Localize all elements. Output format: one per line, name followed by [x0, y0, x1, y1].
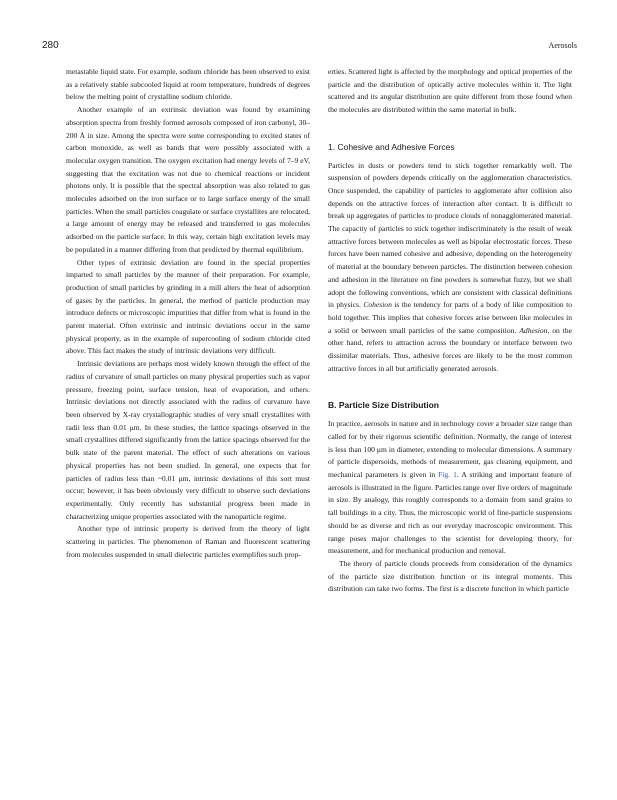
paragraph: metastable liquid state. For example, sodium chloride has been observed to exist as a relatively stable subcooled liquid at room temperature, hundreds of degrees below the melting point of crystalline sodium chloride.	[66, 67, 310, 102]
left-column	[66, 66, 310, 561]
figure-link[interactable]: Fig. 1	[438, 469, 457, 479]
paragraph: erties. Scattered light is affected by the morphology and optical properties of the particle and the distribution of optically active molecules within it. The light scattered and its angular distribution are quite different from those found when the molecules are distributed within the same material in bulk.	[328, 67, 572, 115]
paragraph	[328, 160, 572, 376]
text-run: Particles in dusts or powders tend to stick together remarkably well. The suspension of powders depends critically on the agglomeration characteristics. Once suspended, the capability of particles to agglomerate after collision also depends on the attractive forces of interaction after contact. It is difficult to break up aggregates of particles to produce clouds of nonagglomerated material. The capacity of particles to stick together indiscriminately is the result of weak attractive forces between molecules as well as bipolar electrostatic forces. These forces have been named cohesive and adhesive, depending on the heterogeneity of material at the boundary between particles. The distinction between cohesion and adhesion in the literature on fine powders is somewhat fuzzy, but we shall adopt the following conventions, which are consistent with classical definitions in physics.	[328, 160, 572, 310]
paragraph: Another type of intrinsic property is derived from the theory of light scattering in particles. The phenomenon of Raman and fluorescent scattering from molecules suspended in small dielectric particles exemplifies such prop-	[66, 524, 310, 559]
text-run: is the tendency for parts of a body of like composition to hold together. This implies that cohesive forces arise between like molecules in a solid or between small particles of the same composition.	[328, 300, 572, 335]
paragraph: Intrinsic deviations are perhaps most widely known through the effect of the radius of curvature of small particles on many physical properties such as vapor pressure, freezing point, surface tension, heat of evaporation, and others. Intrinsic deviations not directly associated with the radius of curvature have been observed by X-ray crystallographic studies of very small crystallites with radii less than 0.01 μm. In these studies, the lattice spacings observed in the small crystallites differed significantly from the lattice spacings observed for the bulk state of the parent material. The effect of such alterations on various physical properties has not been studied. In general, one expects that for particles of radius less than ~0.01 μm, intrinsic deviations of this sort must occur; however, it has been obviously very difficult to observe such deviations experimentally. Only recently has substantial progress been made in characterizing unique properties associated with the nanoparticle regime.	[66, 359, 310, 521]
right-column	[328, 66, 572, 596]
running-head: Aerosols	[548, 41, 577, 50]
section-heading-cohesive-forces: 1. Cohesive and Adhesive Forces	[328, 141, 455, 152]
paragraph: Another example of an extrinsic deviation was found by examining absorption spectra from freshly formed aerosols composed of iron carbonyl, 30–200 Å in size. Among the spectra were some corresponding to excited states of carbon monoxide, as well as bands that were possibly associated with a molecular oxygen transition. The oxygen excitation had energy levels of 7–9 eV, suggesting that the excitation was not due to chemical reactions or incident photons only. It is possible that the spectral absorption was also related to gas molecules adsorbed on the iron surface or to large surface energy of the small particles. When the small particles coagulate or surface crystallites are relocated, a large amount of energy may be released and transferred to gas molecules adsorbed on the particle surface. In this way, certain high excitation levels may be populated in a manner differing from that predicted by thermal equilibrium.	[66, 105, 310, 254]
section-heading-particle-size-distribution: B. Particle Size Distribution	[328, 400, 439, 411]
page-number: 280	[42, 40, 59, 51]
paragraph	[328, 418, 572, 558]
text-run: . A striking and important feature of aerosols is illustrated in the figure. Particles range over five orders of magnitude in size. By analogy, this roughly corresponds to a domain from sand grains to tall buildings in a city. Thus, the microscopic world of fine-particle suspensions should be as diverse and rich as our everyday macroscopic environment. This range poses major challenges to the scientist for developing theory, for measurement, and for mechanical production and removal.	[328, 469, 572, 556]
paragraph: Other types of extrinsic deviation are found in the special properties imparted to small particles by the manner of their preparation. For example, production of small particles by grinding in a mill alters the heat of adsorption of gases by the particles. In general, the method of particle production may introduce defects or microscopic impurities that differ from what is found in the parent material. Often extrinsic and intrinsic deviations occur in the same physical property, as in the example of supercooling of sodium chloride cited above. This fact makes the study of intrinsic deviations very difficult.	[66, 257, 310, 356]
text-run: , on the other hand, refers to attraction across the boundary or interface between two dissimilar materials. Thus, adhesive forces are likely to be the most common attractive forces in all but artificially generated aerosols.	[328, 325, 573, 373]
term-cohesion: Cohesion	[363, 300, 392, 310]
text-run: In practice, aerosols in nature and in technology cover a broader size range than called for by their rigorous scientific definition. Normally, the range of interest is less than 100 μm in diameter, extending to molecular dimensions. A summary of particle dispersoids, methods of measurement, gas cleaning equipment, and mechanical parameters is given in	[328, 419, 572, 479]
term-adhesion: Adhesion	[519, 325, 548, 335]
paragraph: The theory of particle clouds proceeds from consideration of the dynamics of the particle size distribution function or its integral moments. This distribution can take two forms. The first is a discrete function in which particle	[328, 558, 572, 594]
